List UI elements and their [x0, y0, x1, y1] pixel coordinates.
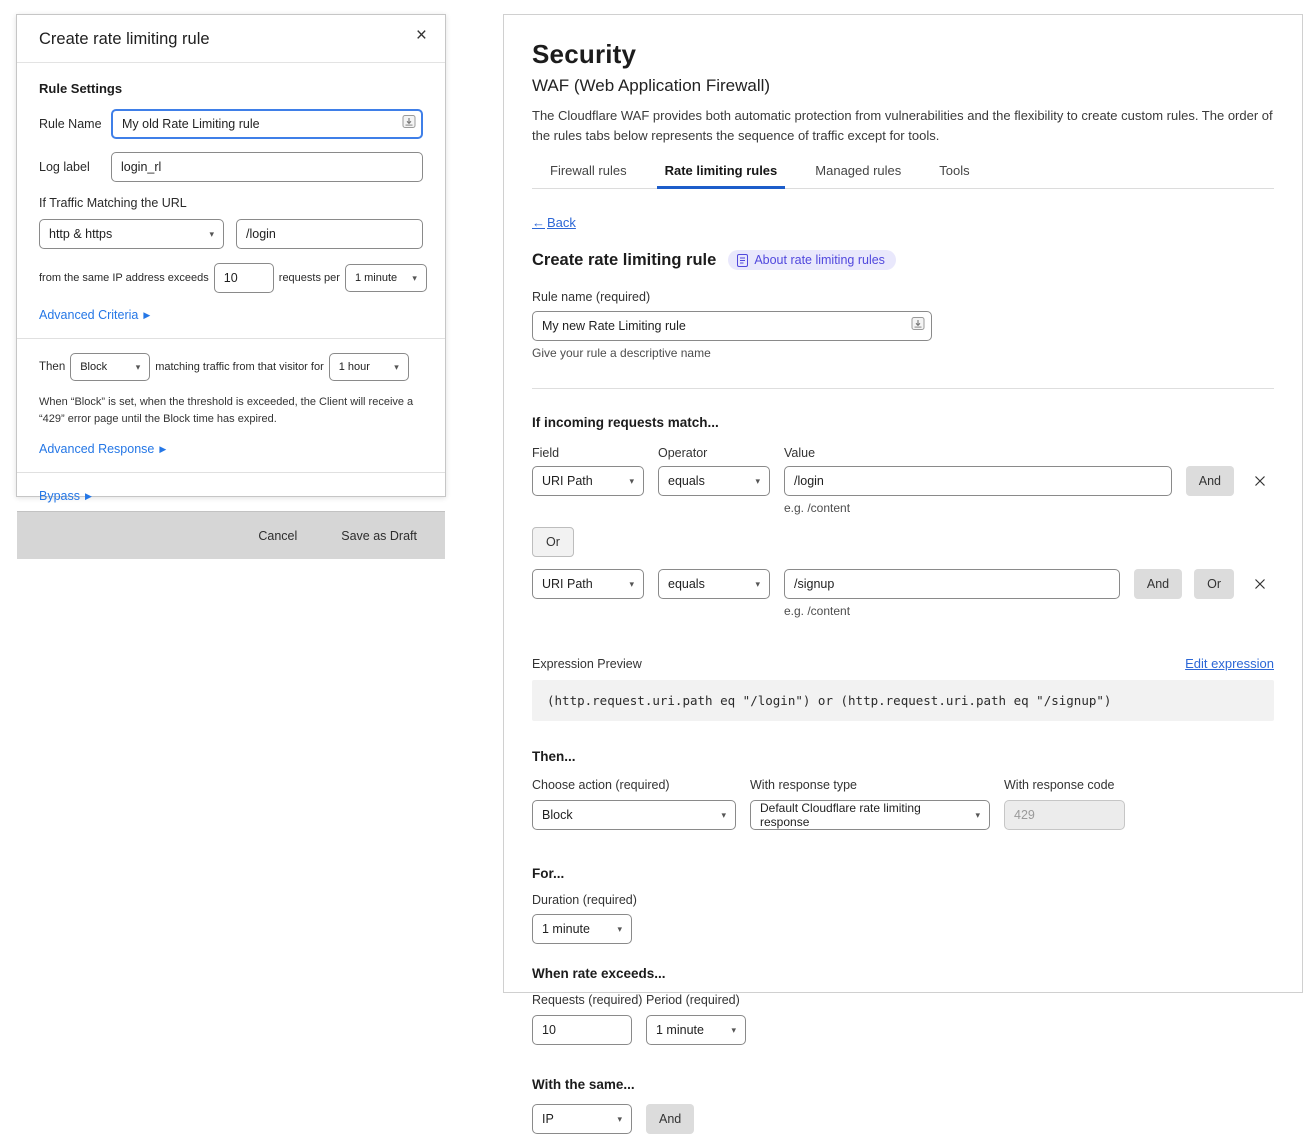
action-select-value: Block — [80, 361, 108, 373]
row-actions — [1186, 466, 1274, 496]
about-badge-label: About rate limiting rules — [754, 253, 885, 267]
or-button[interactable]: Or — [1194, 569, 1234, 599]
then-suffix-text: matching traffic from that visitor for — [155, 361, 324, 373]
characteristic-select[interactable] — [532, 1104, 632, 1134]
operator-select[interactable] — [658, 569, 770, 599]
duration-value: 1 minute — [542, 922, 590, 936]
traffic-match-label: If Traffic Matching the URL — [39, 196, 187, 210]
field-label: Field — [532, 446, 560, 460]
log-label-label: Log label — [39, 160, 90, 174]
divider — [532, 388, 1274, 389]
back-link[interactable] — [532, 215, 576, 230]
page-title: Security — [532, 39, 637, 69]
rule-settings-heading: Rule Settings — [39, 81, 123, 96]
bypass-link[interactable] — [39, 489, 92, 503]
log-label-input[interactable] — [111, 152, 423, 182]
match-heading: If incoming requests match... — [532, 415, 719, 430]
advanced-response-label: Advanced Response — [39, 442, 155, 457]
response-type-label: With response type — [750, 778, 857, 792]
chevron-down-icon: ▾ — [755, 475, 760, 486]
threshold-suffix-text: requests per — [278, 272, 340, 284]
response-code-label: With response code — [1004, 778, 1115, 792]
field-select-value: URI Path — [542, 577, 593, 591]
log-label-row — [39, 152, 423, 182]
advanced-response-link[interactable] — [39, 442, 166, 456]
modal-footer — [17, 511, 445, 559]
rule-name-input-wrap — [111, 109, 423, 139]
value-helper: e.g. /content — [784, 604, 851, 618]
remove-condition-button[interactable] — [1246, 466, 1274, 496]
edit-expression-link[interactable]: Edit expression — [1185, 656, 1274, 671]
then-heading: Then... — [532, 749, 576, 764]
page-subtitle: WAF (Web Application Firewall) — [532, 76, 771, 95]
rule-name-label: Rule name (required) — [532, 290, 651, 304]
chevron-down-icon: ▾ — [617, 1113, 622, 1124]
remove-condition-button[interactable] — [1246, 569, 1274, 599]
waf-tabs — [532, 163, 1274, 189]
chevron-down-icon: ▾ — [394, 361, 399, 372]
response-type-select[interactable] — [750, 800, 990, 830]
chevron-down-icon: ▾ — [721, 809, 726, 820]
security-waf-panel — [503, 14, 1303, 1126]
scheme-select[interactable] — [39, 219, 224, 249]
arrow-left-icon: ← — [532, 215, 545, 230]
then-row — [39, 353, 423, 381]
response-code-input — [1004, 800, 1125, 830]
triangle-right-icon: ▶ — [159, 443, 167, 454]
chevron-down-icon: ▾ — [731, 1024, 736, 1035]
condition-labels-row — [532, 446, 1274, 460]
close-x-icon — [1253, 577, 1267, 591]
autofill-icon — [911, 317, 925, 336]
period-label: Period (required) — [646, 993, 740, 1007]
modal-body — [17, 63, 445, 511]
rule-name-row — [39, 109, 423, 139]
chevron-down-icon: ▾ — [135, 361, 141, 372]
divider — [17, 472, 445, 473]
operator-label: Operator — [658, 446, 708, 460]
create-rate-limiting-rule-modal — [16, 14, 446, 543]
action-select[interactable] — [70, 353, 150, 381]
chevron-down-icon: ▾ — [412, 272, 417, 283]
block-help-text: When “Block” is set, when the threshold is exceeded, the Client will receive a “429” error page until the Block time has expired. — [39, 396, 414, 426]
value-column — [784, 466, 1172, 515]
form-title: Create rate limiting rule — [532, 250, 717, 269]
advanced-criteria-link[interactable] — [39, 308, 150, 322]
field-select[interactable] — [532, 466, 644, 496]
close-x-icon — [1253, 474, 1267, 488]
rule-name-helper: Give your rule a descriptive name — [532, 346, 711, 360]
close-icon[interactable]: × — [415, 25, 427, 46]
operator-select-value: equals — [668, 474, 705, 488]
expression-header — [532, 656, 1274, 671]
form-title-row — [532, 250, 1274, 270]
advanced-criteria-label: Advanced Criteria — [39, 308, 139, 322]
expression-preview-label: Expression Preview — [532, 656, 642, 671]
chevron-down-icon: ▾ — [629, 475, 634, 486]
same-heading: With the same... — [532, 1077, 635, 1092]
url-pattern-input[interactable] — [236, 219, 423, 249]
cancel-button[interactable]: Cancel — [258, 528, 298, 543]
about-rate-limiting-badge[interactable] — [728, 250, 896, 270]
operator-select-value: equals — [668, 577, 705, 591]
value-helper: e.g. /content — [784, 501, 851, 515]
chevron-down-icon: ▾ — [975, 809, 980, 820]
condition-row-1 — [532, 466, 1274, 515]
period-select-value: 1 minute — [354, 272, 398, 284]
rate-controls — [532, 993, 1274, 1045]
rate-heading: When rate exceeds... — [532, 966, 666, 981]
and-button[interactable]: And — [1186, 466, 1234, 496]
choose-action-label: Choose action (required) — [532, 778, 670, 792]
duration-select[interactable] — [532, 914, 632, 944]
tab-managed-rules[interactable]: Managed rules — [815, 163, 902, 178]
triangle-right-icon: ▶ — [143, 309, 151, 320]
and-characteristic-button[interactable]: And — [646, 1104, 694, 1134]
document-icon — [737, 254, 748, 267]
threshold-row — [39, 263, 423, 293]
value-label: Value — [784, 446, 816, 460]
value-input[interactable] — [784, 569, 1120, 599]
rate-period-value: 1 minute — [656, 1023, 704, 1037]
back-label: Back — [547, 215, 576, 230]
tab-rate-limiting-rules[interactable]: Rate limiting rules — [665, 163, 778, 188]
condition-row-2 — [532, 569, 1274, 618]
page-description: The Cloudflare WAF provides both automatic protection from vulnerabilities and the flexibility to create custom rules. The order of the rules tabs below represents the sequence of traffic except for tools. — [532, 108, 1273, 143]
field-select[interactable] — [532, 569, 644, 599]
or-connector-button[interactable]: Or — [532, 527, 574, 557]
chevron-down-icon: ▾ — [629, 578, 634, 589]
requests-input[interactable] — [532, 1015, 632, 1045]
url-match-row — [39, 219, 423, 249]
duration-label: Duration (required) — [532, 893, 637, 907]
threshold-prefix-text: from the same IP address exceeds — [39, 272, 209, 284]
action-select[interactable] — [532, 800, 736, 830]
expression-preview-code: (http.request.uri.path eq "/login") or (http.request.uri.path eq "/signup") — [532, 680, 1274, 721]
rate-period-select[interactable] — [646, 1015, 746, 1045]
rule-name-input-wrap — [532, 311, 932, 341]
field-select-value: URI Path — [542, 474, 593, 488]
for-heading: For... — [532, 866, 565, 881]
rule-name-label: Rule Name — [39, 117, 102, 131]
tab-firewall-rules[interactable]: Firewall rules — [550, 163, 627, 178]
chevron-down-icon: ▾ — [755, 578, 760, 589]
operator-select[interactable] — [658, 466, 770, 496]
ban-duration-value: 1 hour — [338, 361, 370, 373]
modal-title: Create rate limiting rule — [39, 30, 210, 48]
chevron-down-icon: ▾ — [209, 228, 214, 239]
value-input[interactable] — [784, 466, 1172, 496]
row-actions — [1134, 569, 1274, 599]
chevron-down-icon: ▾ — [617, 923, 622, 934]
then-label: Then — [39, 361, 66, 373]
threshold-input[interactable] — [214, 263, 274, 293]
rule-name-input[interactable] — [532, 311, 932, 341]
action-select-value: Block — [542, 808, 573, 822]
rule-name-input[interactable] — [111, 109, 423, 139]
autofill-icon — [402, 115, 416, 134]
response-type-value: Default Cloudflare rate limiting response — [760, 801, 921, 829]
and-button[interactable]: And — [1134, 569, 1182, 599]
characteristic-value: IP — [542, 1112, 554, 1126]
ban-duration-select[interactable] — [329, 353, 409, 381]
same-controls — [532, 1104, 1274, 1134]
modal-header — [17, 15, 445, 63]
triangle-right-icon: ▶ — [85, 490, 92, 501]
then-controls — [532, 778, 1274, 830]
bypass-label: Bypass — [39, 489, 80, 504]
period-select[interactable] — [345, 264, 427, 292]
save-as-draft-button[interactable]: Save as Draft — [341, 528, 417, 543]
value-column — [784, 569, 1120, 618]
tab-tools[interactable]: Tools — [939, 163, 970, 178]
requests-label: Requests (required) — [532, 993, 643, 1007]
divider — [17, 338, 445, 339]
scheme-select-value: http & https — [49, 227, 113, 241]
